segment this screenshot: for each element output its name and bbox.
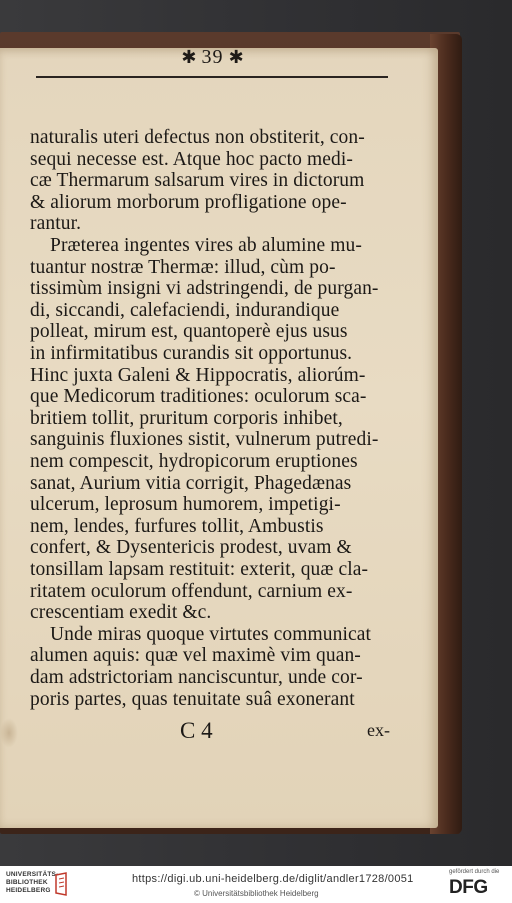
text-line: tuantur nostræ Thermæ: illud, cùm po- [30,256,336,278]
library-name-line: HEIDELBERG [6,887,51,894]
page-stain [0,718,18,748]
text-line: di, siccandi, calefaciendi, indurandique [30,299,340,321]
page-header [30,46,395,76]
text-line: poris partes, quas tenuitate suâ exonerant [30,688,355,710]
text-line: tissimùm insigni vi adstringendi, de purgan- [30,278,379,300]
text-line: confert, & Dysentericis prodest, uvam & [30,537,352,559]
ornament-right-icon: ✱ [228,47,244,68]
text-line: sanguinis fluxiones sistit, vulnerum putredi- [30,429,379,451]
text-line: ritatem oculorum offendunt, carnium ex- [30,580,353,602]
text-line: in infirmitatibus curandis sit opportunus. [30,343,353,364]
page-number: 39 [201,46,224,68]
text-line: Hinc juxta Galeni & Hippocratis, aliorúm- [30,364,366,386]
ornament-left-icon: ✱ [181,47,197,68]
text-line: sanat, Aurium vitia corrigit, Phagedænas [30,472,352,494]
text-line: rantur. [30,213,82,235]
funder-caption: gefördert durch die [449,869,500,875]
text-line: naturalis uteri defectus non obstiterit, con- [30,127,365,148]
text-line: Præterea ingentes vires ab alumine mu- [50,235,362,256]
dfg-logo[interactable]: DFG [449,877,488,898]
text-line: cæ Thermarum salsarum vires in dictorum [30,170,365,192]
text-line: ulcerum, leprosum humorem, impetigi- [30,494,341,516]
text-line: dam adstrictoriam nanciscuntur, unde cor- [30,667,363,688]
header-rule [36,76,388,78]
text-line: crescentiam exedit &c. [30,602,212,624]
permalink-url[interactable]: https://digi.ub.uni-heidelberg.de/diglit/andler1728/0051 [132,873,414,885]
text-line: que Medicorum traditiones: oculorum sca- [30,386,367,408]
library-name-line: BIBLIOTHEK [6,879,48,886]
copyright-notice: © Universitätsbibliothek Heidelberg [194,889,319,898]
text-line: polleat, mirum est, quantoperè ejus usus [30,321,348,343]
text-line: sequi necesse est. Atque hoc pacto medi- [30,148,353,170]
text-line: Unde miras quoque virtutes communicat [50,623,372,645]
text-line: & aliorum morborum profligatione ope- [30,191,347,213]
text-line: tonsillam lapsam restituit: exterit, quæ cla- [30,559,369,580]
text-line: nem, lendes, furfures tollit, Ambustis [30,515,324,537]
signature-mark: C 4 [180,718,213,743]
library-name-line: UNIVERSITÄTS- [6,871,59,878]
text-line: britiem tollit, pruritum corporis inhibet, [30,407,343,429]
text-line: nem compescit, hydropicorum eruptiones [30,451,358,472]
library-mark-icon [54,871,68,897]
catchword: ex- [367,720,390,740]
text-line: alumen aquis: quæ vel maximè vim quan- [30,645,361,667]
library-logo[interactable] [6,871,59,899]
